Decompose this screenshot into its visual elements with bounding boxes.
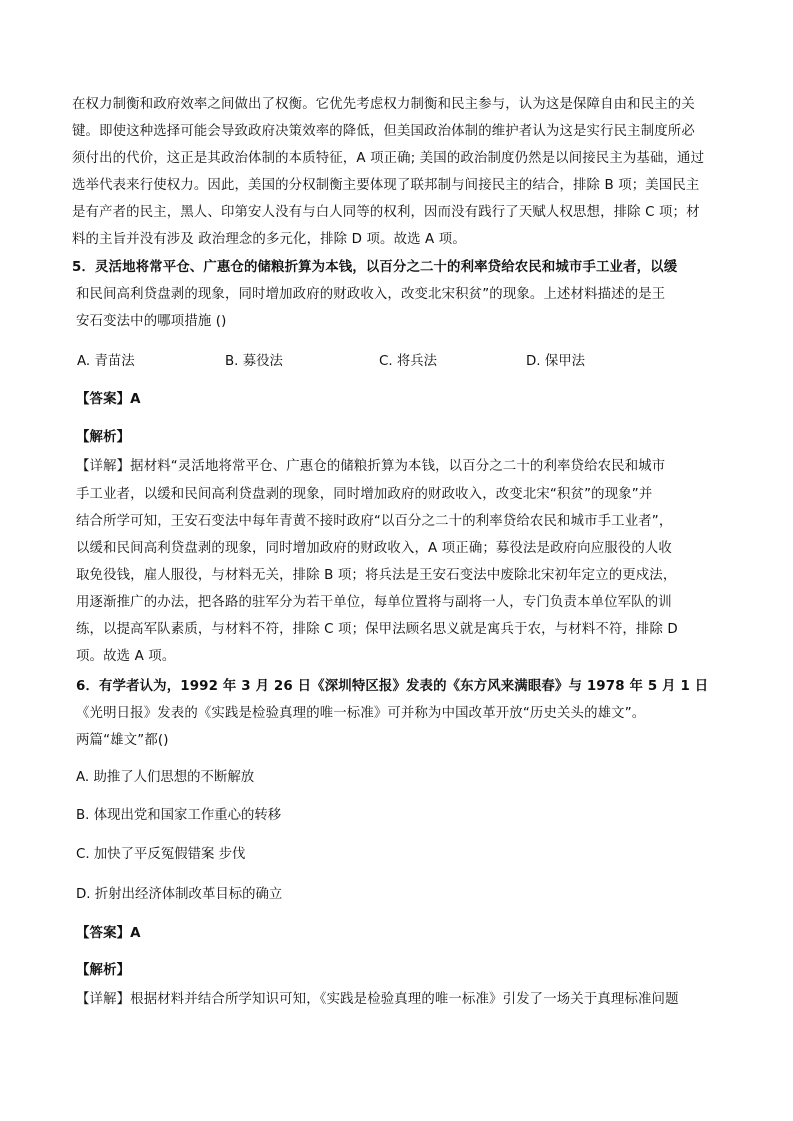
text-line: 是有产者的民主，黑人、印第安人没有与白人同等的权利，因而没有践行了天赋人权思想，排除 C 项；材 (72, 205, 700, 220)
question-stem-line: 安石变法中的哪项措施 () (76, 314, 227, 329)
detail-line: 【详解】根据材料并结合所学知识可知，《实践是检验真理的唯一标准》引发了一场关于真理标准问题 (76, 992, 679, 1007)
question-stem-line: 《光明日报》发表的《实践是检验真理的唯一标准》可并称为中国改革开放“历史关头的雄文”。 (76, 706, 646, 721)
detail-line: 【详解】据材料“灵活地将常平仓、广惠仓的储粮折算为本钱，以百分之二十的利率贷给农民和城市 (76, 459, 666, 474)
option-d: D. 折射出经济体制改革目标的确立 (76, 887, 283, 902)
option-b: B. 体现出党和国家工作重心的转移 (76, 808, 282, 823)
text-line: 选举代表来行使权力。因此，美国的分权制衡主要体现了联邦制与间接民主的结合，排除 B 项；美国民主 (72, 178, 700, 193)
analysis-label: 【解析】 (76, 963, 131, 978)
option-a: A. 青苗法 (77, 354, 135, 369)
detail-line: 取免役钱，雇人服役，与材料无关，排除 B 项；将兵法是王安石变法中废除北宋初年定立的更戍法， (76, 568, 677, 583)
question-stem-line: 两篇“雄文”都() (76, 733, 169, 748)
question-stem-line: 6．有学者认为，1992 年 3 月 26 日《深圳特区报》发表的《东方风来满眼春》与 1978 年 5 月 1 日 (76, 679, 709, 694)
answer-label: 【答案】A (76, 392, 141, 407)
detail-line: 结合所学可知，王安石变法中每年青黄不接时政府“以百分之二十的利率贷给农民和城市手工业者”， (76, 514, 673, 529)
answer-label: 【答案】A (76, 926, 141, 941)
text-line: 在权力制衡和政府效率之间做出了权衡。它优先考虑权力制衡和民主参与，认为这是保障自由和民主的关 (72, 97, 695, 112)
option-a: A. 助推了人们思想的不断解放 (76, 770, 255, 785)
option-b: B. 募役法 (225, 354, 283, 369)
text-line: 键。即使这种选择可能会导致政府决策效率的降低，但美国政治体制的维护者认为这是实行民主制度所必 (72, 124, 695, 139)
question-stem-line: 和民间高利贷盘剥的现象，同时增加政府的财政收入，改变北宋积贫”的现象。上述材料描述的是王 (76, 287, 666, 302)
text-line: 料的主旨并没有涉及 政治理念的多元化，排除 D 项。故选 A 项。 (72, 232, 466, 247)
detail-line: 用逐渐推广的办法，把各路的驻军分为若干单位，每单位置将与副将一人，专门负责本单位军队的训 (76, 595, 672, 610)
detail-line: 手工业者，以缓和民间高利贷盘剥的现象，同时增加政府的财政收入，改变北宋“积贫”的现象”并 (76, 487, 653, 502)
detail-line: 以缓和民间高利贷盘剥的现象，同时增加政府的财政收入，A 项正确；募役法是政府向应服役的人收 (76, 541, 672, 556)
option-c: C. 将兵法 (379, 354, 438, 369)
analysis-label: 【解析】 (76, 430, 131, 445)
option-c: C. 加快了平反冤假错案 步伐 (76, 847, 246, 862)
text-line: 须付出的代价，这正是其政治体制的本质特征，A 项正确; 美国的政治制度仍然是以间接民主为基础，通过 (72, 151, 705, 166)
option-d: D. 保甲法 (526, 354, 585, 369)
detail-line: 项。故选 A 项。 (76, 649, 176, 664)
question-stem-line: 5．灵活地将常平仓、广惠仓的储粮折算为本钱，以百分之二十的利率贷给农民和城市手工业者，以缓 (72, 260, 678, 275)
detail-line: 练，以提高军队素质，与材料不符，排除 C 项；保甲法顾名思义就是寓兵于农，与材料不符，排除 D (76, 622, 678, 637)
